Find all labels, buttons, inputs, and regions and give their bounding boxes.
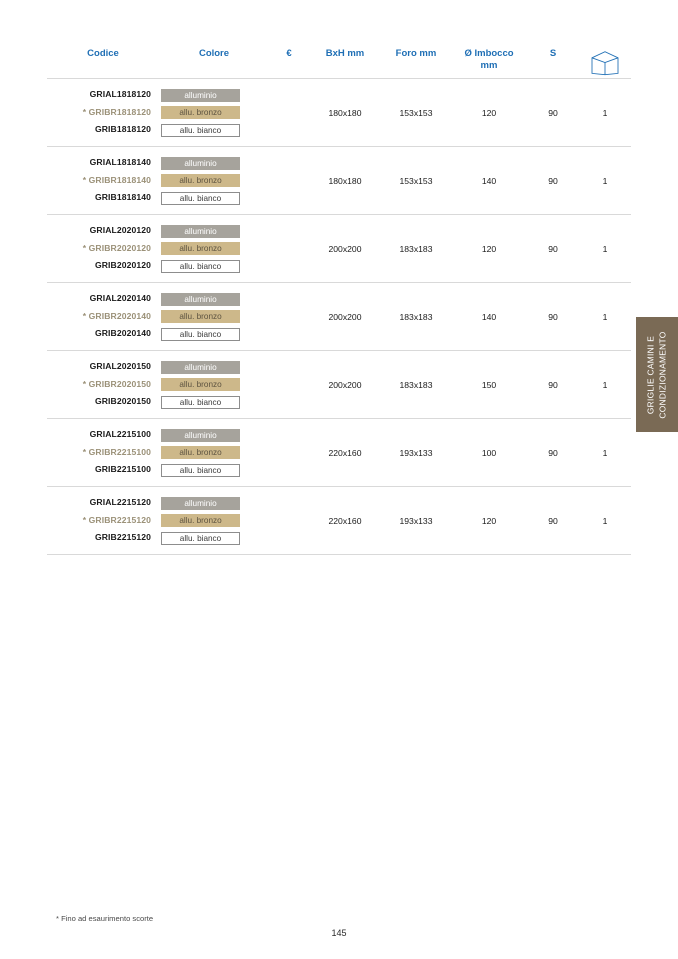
footnote-marker: *: [82, 310, 87, 321]
table-bottom-rule: [47, 554, 631, 555]
swatch-alluminio: alluminio: [161, 157, 240, 170]
cell-foro: 183x183: [399, 311, 433, 322]
cell-box-qty: 1: [602, 175, 608, 186]
row-swatches: [159, 429, 269, 477]
code-bronzo: [47, 172, 151, 190]
row-swatches: [159, 89, 269, 137]
swatch-bronzo: allu. bronzo: [161, 514, 240, 527]
column-header-imbocco-line2: mm: [480, 59, 498, 71]
row-codes: [47, 494, 159, 547]
table-row: [47, 350, 631, 418]
cell-s: 90: [548, 515, 558, 526]
section-tab-line2: CONDIZIONAMENTO: [658, 330, 669, 419]
cell-s: 90: [548, 311, 558, 322]
column-header-colore: Colore: [198, 48, 230, 59]
code-bronzo-text: GRIBR1818120: [88, 106, 151, 117]
code-bianco: GRIB2215120: [94, 532, 151, 543]
cell-box-qty: 1: [602, 379, 608, 390]
table-header-row: [47, 38, 631, 78]
cell-foro: 183x183: [399, 243, 433, 254]
swatch-bronzo: allu. bronzo: [161, 174, 240, 187]
cell-imbocco: 120: [481, 243, 497, 254]
cell-imbocco: 120: [481, 107, 497, 118]
row-codes: [47, 358, 159, 411]
cell-imbocco: 120: [481, 515, 497, 526]
code-bronzo-text: GRIBR1818140: [88, 174, 151, 185]
column-header-box: [579, 38, 631, 76]
cell-imbocco: 100: [481, 447, 497, 458]
row-codes: [47, 426, 159, 479]
swatch-bianco: allu. bianco: [161, 532, 240, 545]
cell-box-qty: 1: [602, 311, 608, 322]
code-bronzo: [47, 376, 151, 394]
swatch-alluminio: alluminio: [161, 361, 240, 374]
code-alluminio: GRIAL2215120: [89, 497, 151, 508]
footnote-marker: *: [82, 242, 87, 253]
code-bianco: GRIB2020140: [94, 328, 151, 339]
code-alluminio: GRIAL2215100: [89, 429, 151, 440]
column-header-imbocco-line1: Ø Imbocco: [464, 48, 514, 59]
cell-bxh: 200x200: [328, 379, 362, 390]
footnote-marker: *: [82, 514, 87, 525]
cell-s: 90: [548, 175, 558, 186]
code-bronzo: [47, 512, 151, 530]
swatch-alluminio: alluminio: [161, 89, 240, 102]
swatch-bronzo: allu. bronzo: [161, 106, 240, 119]
cell-s: 90: [548, 107, 558, 118]
cell-bxh: 180x180: [328, 175, 362, 186]
cell-bxh: 200x200: [328, 311, 362, 322]
swatch-bianco: allu. bianco: [161, 192, 240, 205]
row-swatches: [159, 157, 269, 205]
row-codes: [47, 154, 159, 207]
cell-imbocco: 140: [481, 175, 497, 186]
row-swatches: [159, 361, 269, 409]
code-bronzo: [47, 240, 151, 258]
code-bronzo: [47, 444, 151, 462]
box-icon: [590, 50, 620, 76]
code-alluminio: GRIAL2020150: [89, 361, 151, 372]
row-codes: [47, 290, 159, 343]
code-bianco: GRIB2215100: [94, 464, 151, 475]
table-row: [47, 282, 631, 350]
column-header-bxh: BxH mm: [325, 48, 365, 59]
table-row: [47, 418, 631, 486]
cell-box-qty: 1: [602, 243, 608, 254]
cell-imbocco: 150: [481, 379, 497, 390]
swatch-alluminio: alluminio: [161, 497, 240, 510]
code-alluminio: GRIAL1818120: [89, 89, 151, 100]
swatch-bianco: allu. bianco: [161, 124, 240, 137]
swatch-bianco: allu. bianco: [161, 328, 240, 341]
footnote-marker: *: [82, 174, 87, 185]
code-bronzo-text: GRIBR2215100: [88, 446, 151, 457]
footnote-marker: *: [82, 378, 87, 389]
cell-bxh: 220x160: [328, 447, 362, 458]
swatch-bianco: allu. bianco: [161, 396, 240, 409]
column-header-imbocco: [451, 38, 527, 72]
code-bianco: GRIB1818120: [94, 124, 151, 135]
swatch-bronzo: allu. bronzo: [161, 310, 240, 323]
swatch-alluminio: alluminio: [161, 225, 240, 238]
code-bianco: GRIB2020150: [94, 396, 151, 407]
product-table: [47, 38, 631, 555]
row-codes: [47, 86, 159, 139]
code-bronzo-text: GRIBR2215120: [88, 514, 151, 525]
footnote-marker: *: [82, 446, 87, 457]
code-bronzo-text: GRIBR2020120: [88, 242, 151, 253]
code-alluminio: GRIAL2020140: [89, 293, 151, 304]
cell-bxh: 220x160: [328, 515, 362, 526]
column-header-codice: Codice: [87, 48, 119, 59]
cell-foro: 193x133: [399, 515, 433, 526]
column-header-euro: €: [286, 48, 292, 59]
row-codes: [47, 222, 159, 275]
code-bronzo: [47, 104, 151, 122]
swatch-bronzo: allu. bronzo: [161, 378, 240, 391]
table-body: [47, 78, 631, 555]
swatch-bianco: allu. bianco: [161, 260, 240, 273]
cell-foro: 193x133: [399, 447, 433, 458]
table-row: [47, 78, 631, 146]
cell-bxh: 200x200: [328, 243, 362, 254]
cell-box-qty: 1: [602, 515, 608, 526]
cell-foro: 183x183: [399, 379, 433, 390]
cell-foro: 153x153: [399, 175, 433, 186]
code-bianco: GRIB1818140: [94, 192, 151, 203]
cell-box-qty: 1: [602, 447, 608, 458]
table-row: [47, 214, 631, 282]
table-row: [47, 486, 631, 554]
swatch-bronzo: allu. bronzo: [161, 446, 240, 459]
section-tab: [636, 317, 678, 432]
cell-s: 90: [548, 379, 558, 390]
swatch-bianco: allu. bianco: [161, 464, 240, 477]
code-bronzo-text: GRIBR2020140: [88, 310, 151, 321]
section-tab-line1: GRIGLIE CAMINI E: [646, 335, 657, 414]
code-bronzo-text: GRIBR2020150: [88, 378, 151, 389]
section-tab-text: [645, 331, 669, 418]
cell-bxh: 180x180: [328, 107, 362, 118]
code-bianco: GRIB2020120: [94, 260, 151, 271]
row-swatches: [159, 497, 269, 545]
page-number: 145: [331, 928, 347, 938]
code-alluminio: GRIAL2020120: [89, 225, 151, 236]
cell-s: 90: [548, 447, 558, 458]
row-swatches: [159, 293, 269, 341]
cell-box-qty: 1: [602, 107, 608, 118]
cell-imbocco: 140: [481, 311, 497, 322]
footnote-marker: *: [82, 106, 87, 117]
row-swatches: [159, 225, 269, 273]
swatch-alluminio: alluminio: [161, 429, 240, 442]
code-alluminio: GRIAL1818140: [89, 157, 151, 168]
code-bronzo: [47, 308, 151, 326]
column-header-s: S: [549, 48, 557, 59]
footnote: * Fino ad esaurimento scorte: [56, 914, 154, 923]
swatch-alluminio: alluminio: [161, 293, 240, 306]
cell-foro: 153x153: [399, 107, 433, 118]
table-row: [47, 146, 631, 214]
cell-s: 90: [548, 243, 558, 254]
swatch-bronzo: allu. bronzo: [161, 242, 240, 255]
column-header-foro: Foro mm: [395, 48, 437, 59]
